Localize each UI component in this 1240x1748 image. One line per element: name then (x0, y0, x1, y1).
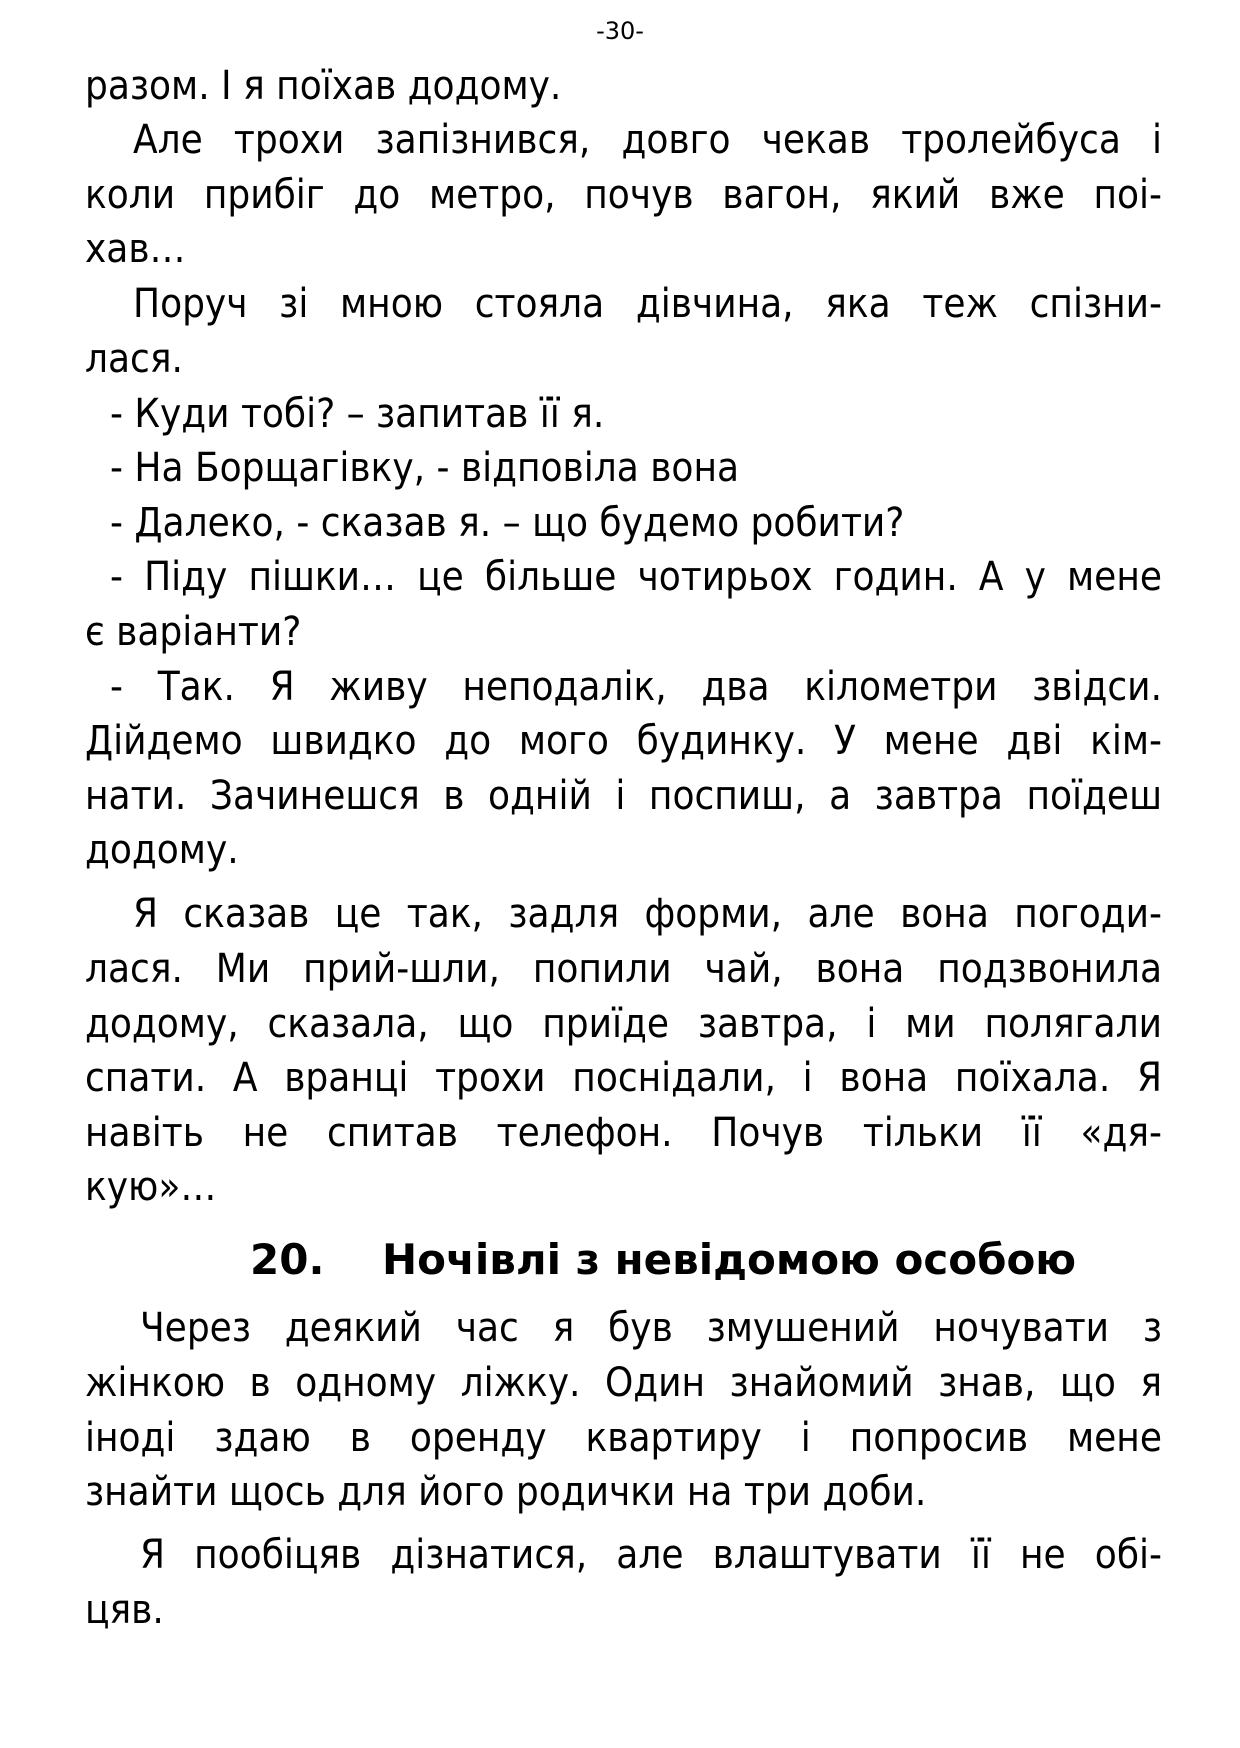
page-number: -30- (596, 17, 644, 45)
text-line: лася. (85, 336, 183, 382)
dialogue-line: - Піду пішки… це більше чотирьох годин. А у мене (110, 554, 1162, 600)
dialogue-line: - На Борщагівку, - відповіла вона (110, 445, 740, 491)
text-line: нати. Зачинешся в одній і поспиш, а завтра поїдеш (85, 773, 1162, 819)
text-line: Дійдемо швидко до мого будинку. У мене дві кім- (85, 718, 1162, 764)
text-line: Поруч зі мною стояла дівчина, яка теж спізни- (133, 281, 1162, 327)
text-line: кую»… (85, 1164, 217, 1210)
text-line: Але трохи запізнився, довго чекав тролейбуса і (133, 117, 1162, 163)
text-line: іноді здаю в оренду квартиру і попросив мене (85, 1415, 1162, 1461)
text-line: разом. І я поїхав додому. (85, 63, 562, 109)
dialogue-line: - Так. Я живу неподалік, два кілометри звідси. (110, 664, 1162, 710)
text-line: цяв. (85, 1587, 164, 1633)
text-line: Через деякий час я був змушений ночувати з (140, 1305, 1162, 1351)
dialogue-line: - Куди тобі? – запитав її я. (110, 391, 605, 437)
text-line: жінкою в одному ліжку. Один знайомий знав, що я (85, 1360, 1162, 1406)
text-line: Я сказав це так, задля форми, але вона погоди- (133, 891, 1162, 937)
text-line: знайти щось для його родички на три доби. (85, 1469, 927, 1515)
text-line: коли прибіг до метро, почув вагон, який вже поі- (85, 172, 1162, 218)
text-line: Я пообіцяв дізнатися, але влаштувати її не обі- (140, 1532, 1162, 1578)
text-line: хав… (85, 226, 186, 272)
text-line: додому. (85, 827, 239, 873)
text-line: навіть не спитав телефон. Почув тільки її «дя- (85, 1110, 1162, 1156)
section-number: 20. (250, 1235, 325, 1284)
text-line: є варіанти? (85, 609, 302, 655)
text-line: спати. А вранці трохи поснідали, і вона поїхала. Я (85, 1055, 1162, 1101)
text-line: додому, сказала, що приїде завтра, і ми полягали (85, 1001, 1162, 1047)
section-heading (85, 1232, 1162, 1288)
dialogue-line: - Далеко, - сказав я. – що будемо робити? (110, 500, 905, 546)
text-line: лася. Ми прий-шли, попили чай, вона подзвонила (85, 946, 1162, 992)
section-title: Ночівлі з невідомою особою (382, 1235, 1077, 1284)
